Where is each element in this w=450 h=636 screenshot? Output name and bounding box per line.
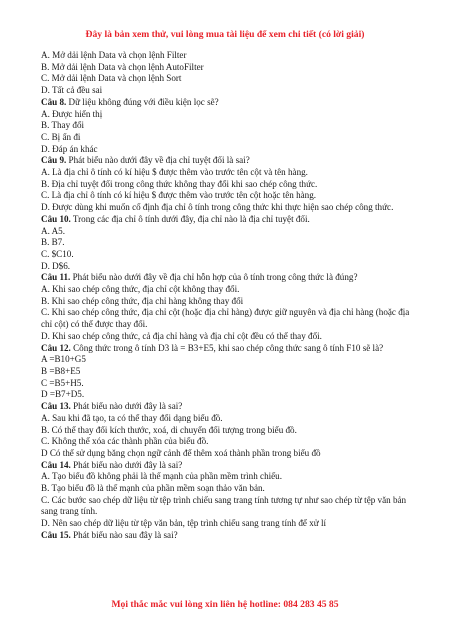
option-text: B. Khi sao chép công thức, địa chỉ hàng không thay đổi [41,295,244,306]
question-text: Trong các địa chỉ ô tính dưới đây, địa chỉ nào là địa chỉ tuyệt đối. [70,213,310,224]
answer-option-line [41,73,416,85]
option-text: C. Không thể xóa các thành phần của biểu đồ. [41,436,209,447]
option-text: D. Khi sao chép công thức, cả địa chỉ hàng và địa chỉ cột đều có thể thay đổi. [41,330,322,341]
option-text: C. Mở dải lệnh Data và chọn lệnh Sort [41,73,182,84]
question-line [41,530,416,542]
question-text: Phát biểu nào sau đây là sai? [70,529,178,540]
option-text: C =B5+H5. [41,377,84,388]
option-text: B =B8+E5 [41,365,81,376]
option-text: D. D$6. [41,260,71,271]
answer-option-line [41,85,416,97]
question-text: Công thức trong ô tính D3 là = B3+E5, khi sao chép công thức sang ô tính F10 sẽ là? [70,342,384,353]
question-line [41,343,416,355]
option-text: A. A5. [41,225,65,236]
question-line [41,155,416,167]
option-text: D =B7+D5. [41,389,85,400]
answer-option-line [41,261,416,273]
question-line [41,214,416,226]
option-text: D Có thể sử dụng băng chọn ngữ cảnh để thêm xoá thành phần trong biểu đồ [41,447,321,458]
answer-option-line [41,366,416,378]
option-text: A =B10+G5 [41,354,86,365]
option-text: C. Các bước sao chép dữ liệu từ tệp trình chiếu sang trang tính tương tự như sao chép từ tệp văn bản sang trang tính. [41,494,407,517]
answer-option-line [41,120,416,132]
option-text: A. Tạo biểu đồ không phải là thế mạnh của phần mềm trình chiếu. [41,471,283,482]
answer-option-line [41,448,416,460]
answer-option-line [41,307,416,330]
option-text: D. Nên sao chép dữ liệu từ tệp văn bản, tệp trình chiếu sang trang tính để xử lí [41,518,327,529]
answer-option-line [41,179,416,191]
option-text: B. Có thể thay đổi kích thước, xoá, di chuyển đối tượng trong biểu đồ. [41,424,297,435]
question-number: Câu 10. [41,213,71,224]
answer-option-line [41,436,416,448]
question-number: Câu 9. [41,155,67,166]
answer-option-line [41,483,416,495]
answer-option-line [41,50,416,62]
document-body [41,50,416,542]
answer-option-line [41,354,416,366]
option-text: A. Là địa chỉ ô tính có kí hiệu $ được thêm vào trước tên cột và tên hàng. [41,167,308,178]
option-text: B. Thay đổi [41,120,85,131]
answer-option-line [41,249,416,261]
answer-option-line [41,389,416,401]
option-text: B. Địa chỉ tuyệt đối trong công thức không thay đổi khi sao chép công thức. [41,178,318,189]
answer-option-line [41,62,416,74]
option-text: A. Sau khi đã tạo, ta có thể thay đổi dạng biểu đồ. [41,412,223,423]
question-number: Câu 12. [41,342,71,353]
answer-option-line [41,190,416,202]
question-number: Câu 13. [41,401,71,412]
option-text: D. Được dùng khi muốn cố định địa chỉ ô tính trong công thức khi thực hiện sao chép công thức. [41,202,394,213]
option-text: A. Mở dải lệnh Data và chọn lệnh Filter [41,50,187,60]
answer-option-line [41,495,416,518]
answer-option-line [41,296,416,308]
question-line [41,460,416,472]
option-text: B. B7. [41,237,65,248]
answer-option-line [41,167,416,179]
option-text: C. Là địa chỉ ô tính có kí hiệu $ được thêm vào trước tên cột hoặc tên hàng. [41,190,317,201]
question-number: Câu 11. [41,272,71,283]
option-text: D. Đáp án khác [41,143,98,154]
question-line [41,97,416,109]
question-text: Phát biểu nào dưới đây về địa chỉ tuyệt đối là sai? [66,155,250,166]
option-text: D. Tất cả đều sai [41,85,103,96]
option-text: A. Được hiển thị [41,108,103,119]
answer-option-line [41,518,416,530]
answer-option-line [41,144,416,156]
answer-option-line [41,331,416,343]
answer-option-line [41,226,416,238]
option-text: A. Khi sao chép công thức, địa chỉ cột không thay đổi. [41,284,240,295]
question-text: Phát biểu nào dưới đây là sai? [70,459,183,470]
answer-option-line [41,471,416,483]
hotline-notice-banner: Mọi thắc mắc vui lòng xin liên hệ hotline: 084 283 45 85 [111,599,339,610]
answer-option-line [41,378,416,390]
question-line [41,272,416,284]
question-text: Phát biểu nào dưới đây là sai? [70,401,183,412]
question-number: Câu 15. [41,529,71,540]
question-number: Câu 8. [41,96,67,107]
answer-option-line [41,413,416,425]
option-text: B. Tạo biểu đồ là thế mạnh của phần mềm soạn thảo văn bản. [41,483,265,494]
question-line [41,401,416,413]
question-number: Câu 14. [41,459,71,470]
option-text: C. $C10. [41,248,74,259]
answer-option-line [41,202,416,214]
question-text: Phát biểu nào dưới đây về địa chỉ hỗn hợp của ô tính trong công thức là đúng? [70,272,358,283]
answer-option-line [41,284,416,296]
option-text: C. Khi sao chép công thức, địa chỉ cột (hoặc địa chỉ hàng) được giữ nguyên và địa chỉ hàng (hoặc địa chỉ cột) có thể được thay đổi. [41,307,410,330]
answer-option-line [41,425,416,437]
option-text: C. Bị ẩn đi [41,131,81,142]
answer-option-line [41,109,416,121]
option-text: B. Mở dải lệnh Data và chọn lệnh AutoFilter [41,61,204,72]
question-text: Dữ liệu không đúng với điều kiện lọc sẽ? [66,96,219,107]
answer-option-line [41,237,416,249]
preview-notice-banner: Đây là bản xem thử, vui lòng mua tài liệu để xem chi tiết (có lời giải) [85,29,365,40]
answer-option-line [41,132,416,144]
